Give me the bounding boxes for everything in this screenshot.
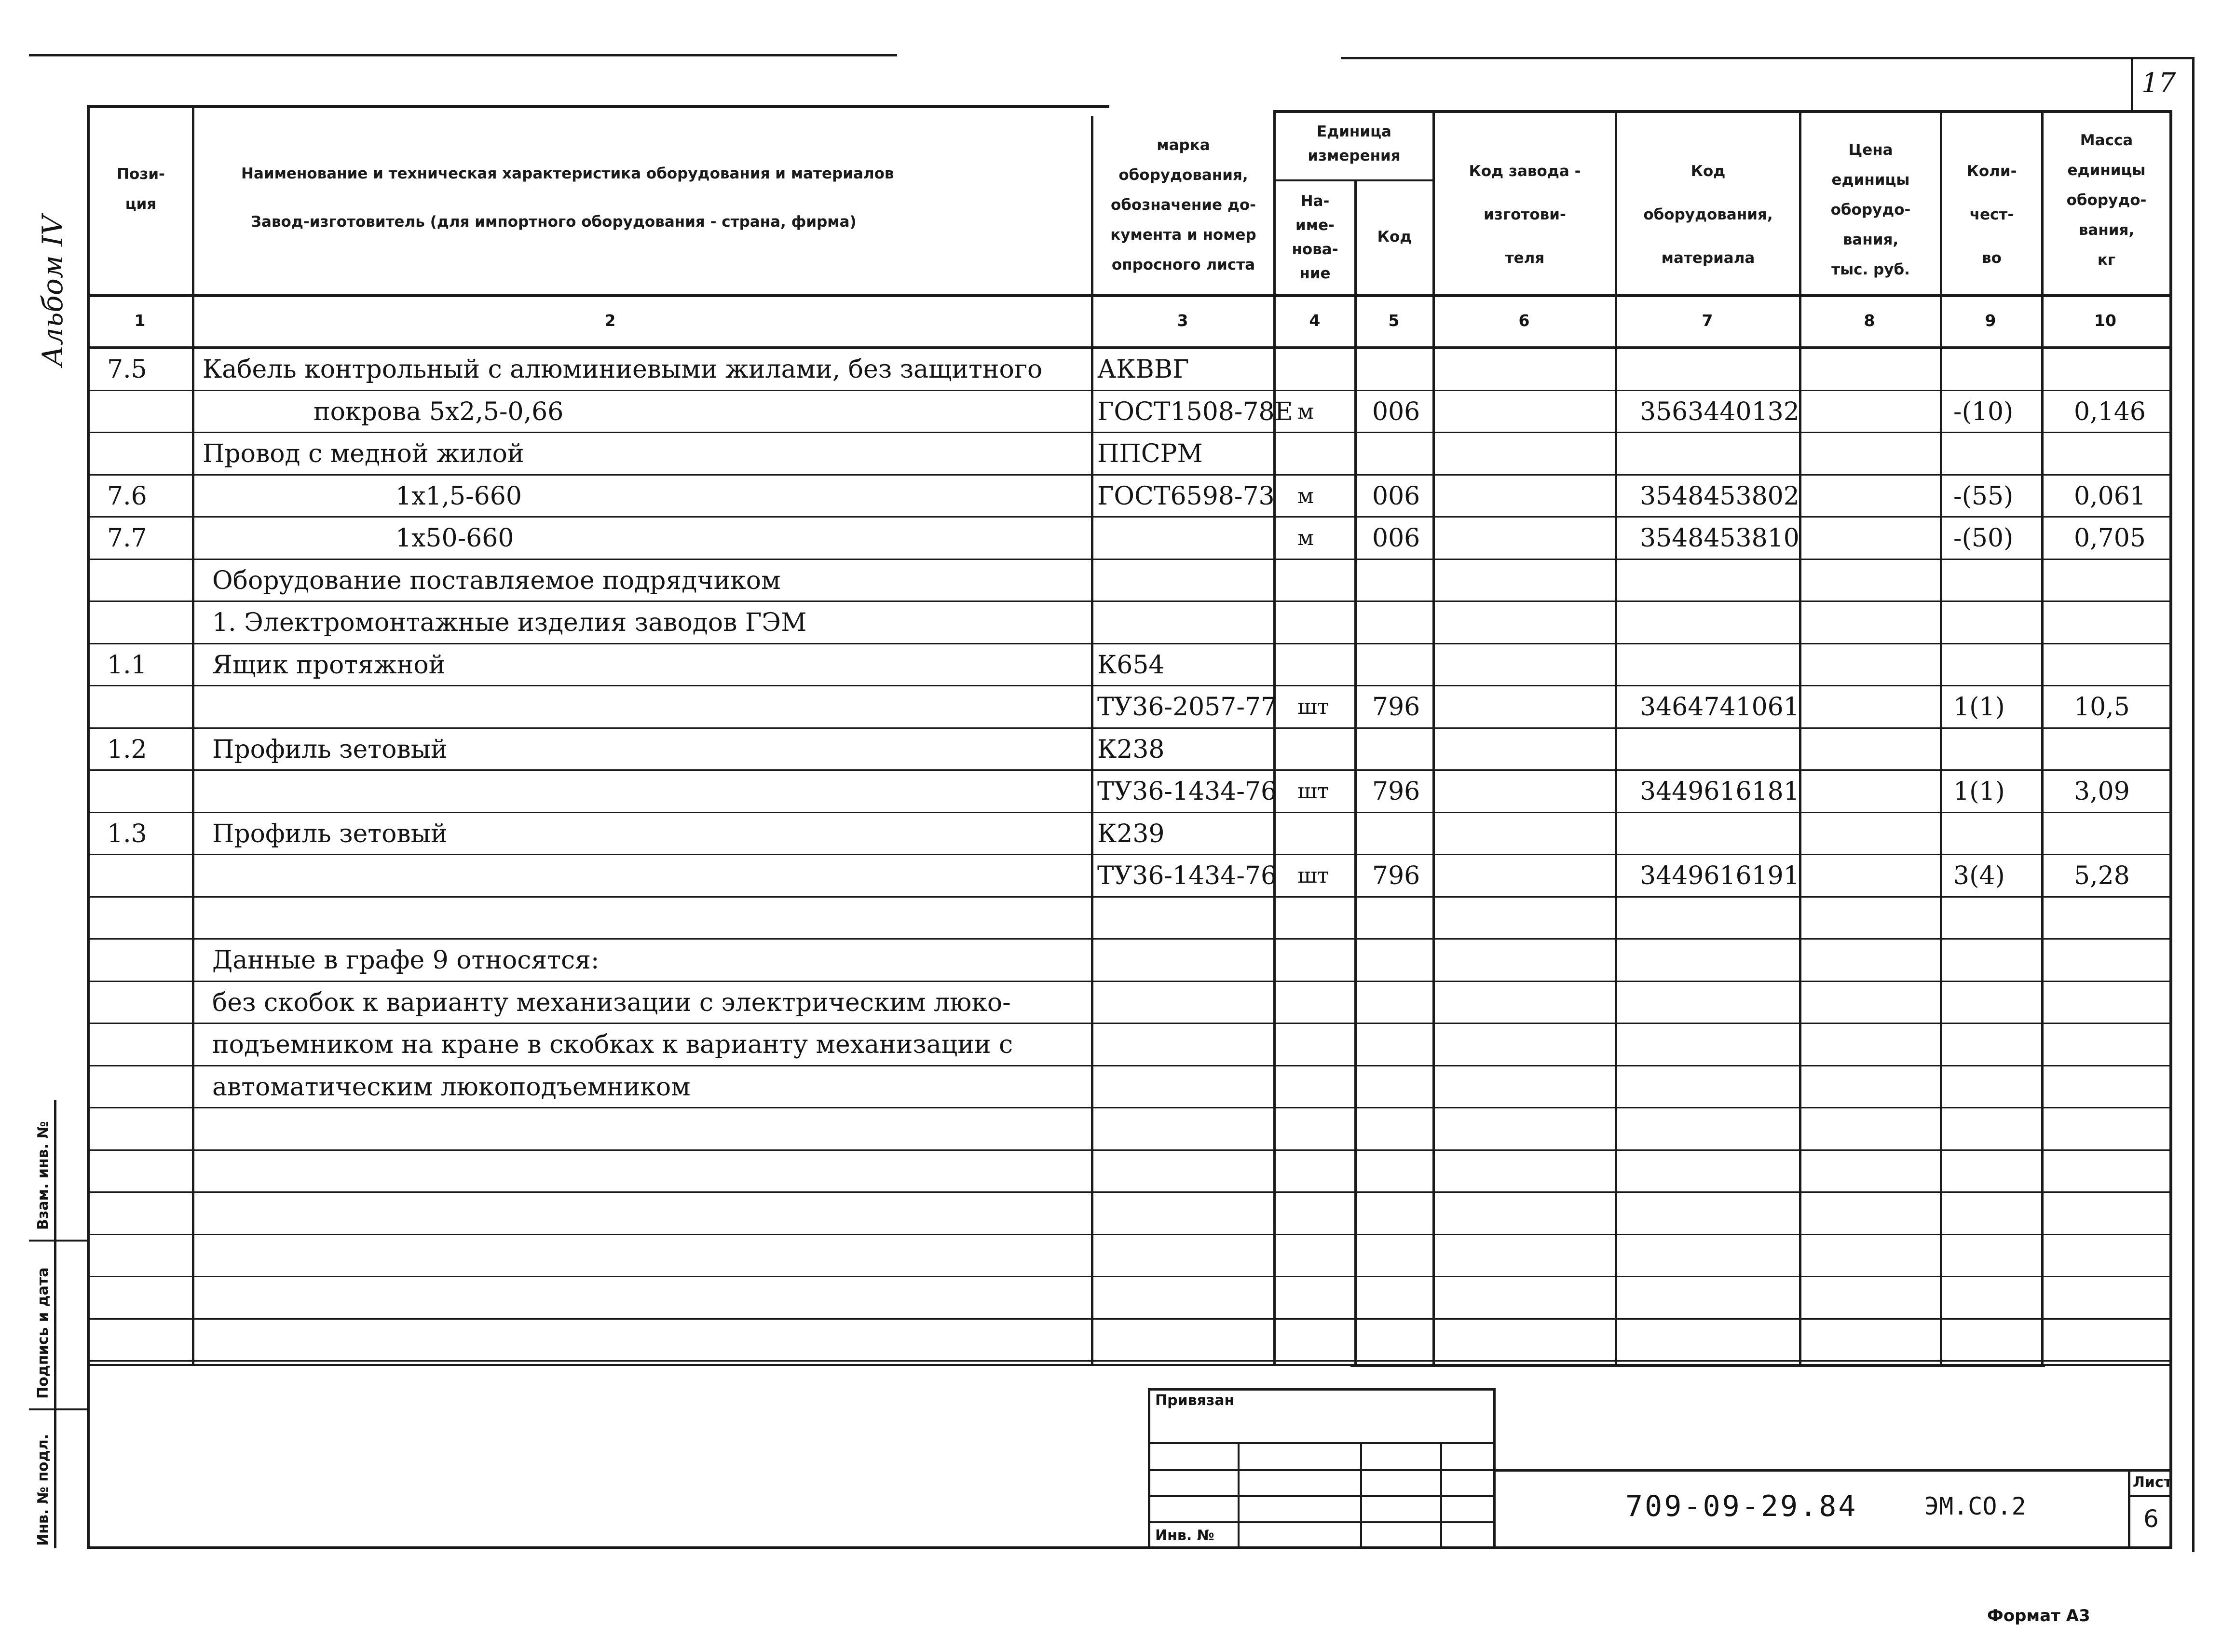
- mark-cell: ТУ36-1434-76: [1097, 777, 1277, 806]
- tb-box-left: [1148, 1388, 1150, 1547]
- colnum-4: 4: [1309, 311, 1321, 330]
- hdr-name: Наименование и техническая характеристика оборудования и материалов Завод-изготовитель (для импортного оборудования - страна, фирма): [241, 165, 894, 231]
- hdr-unit-name: На- име- нова- ние: [1292, 192, 1338, 282]
- mark-cell: К239: [1097, 819, 1165, 848]
- material-code-cell: 3449616191: [1640, 861, 1799, 890]
- row-divider: [87, 1318, 2172, 1320]
- mass-cell: 0,705: [2074, 524, 2146, 553]
- unit-code-cell: 796: [1372, 861, 1420, 890]
- sheet-label: Лист: [2133, 1474, 2172, 1491]
- frame-right: [2169, 110, 2172, 349]
- document-code: 709-09-29.84: [1625, 1489, 1858, 1523]
- format-label: Формат А3: [1987, 1606, 2090, 1625]
- row-divider: [87, 432, 2172, 433]
- corner-box-right: [2192, 57, 2195, 1552]
- position-cell: 1.1: [107, 650, 147, 680]
- stamp-vzam: Взам. инв. №: [35, 1121, 52, 1230]
- colnum-8: 8: [1864, 311, 1875, 330]
- mark-cell: К238: [1097, 735, 1165, 764]
- frame-top-b: [1273, 110, 2170, 113]
- name-cell: Оборудование поставляемое подрядчиком: [212, 566, 781, 595]
- tb-box-row-1: [1148, 1442, 1495, 1444]
- mass-cell: 0,061: [2074, 481, 2146, 511]
- col-line-9: [2041, 110, 2044, 1365]
- row-divider: [87, 1234, 2172, 1235]
- row-divider: [87, 938, 2172, 940]
- name-cell: Данные в графе 9 относятся:: [212, 946, 600, 975]
- mark-cell: ГОСТ1508-78Е: [1097, 397, 1293, 426]
- material-code-cell: 3464741061: [1640, 693, 1799, 722]
- unit-code-cell: 006: [1372, 481, 1420, 511]
- row-divider: [87, 812, 2172, 813]
- hdr-mass: Масса единицы оборудо- вания, кг: [2066, 132, 2147, 269]
- body-right: [2169, 346, 2172, 1548]
- name-cell: Кабель контрольный с алюминиевыми жилами, без защитного: [203, 355, 1043, 384]
- colnum-6: 6: [1518, 311, 1530, 330]
- colnum-7: 7: [1702, 311, 1713, 330]
- unit-code-cell: 796: [1372, 777, 1420, 806]
- hdr-material-code: Код оборудования, материала: [1643, 163, 1773, 267]
- stamp-sep-2: [29, 1408, 89, 1410]
- inv-no-label: Инв. №: [1155, 1527, 1214, 1544]
- material-code-cell: 3548453810: [1640, 524, 1799, 553]
- album-label: Альбом IV: [36, 215, 69, 367]
- mark-cell: ППСРМ: [1097, 439, 1203, 468]
- hdr-unit-code: Код: [1377, 228, 1412, 246]
- col-line-4: [1354, 179, 1357, 1365]
- stamp-right-line: [54, 1100, 56, 1548]
- tb-box-row-3: [1148, 1495, 1495, 1497]
- row-divider: [87, 601, 2172, 602]
- unit-code-cell: 796: [1372, 693, 1420, 722]
- unit-name-cell: м: [1297, 399, 1314, 424]
- row-divider: [87, 769, 2172, 771]
- quantity-cell: 1(1): [1953, 777, 2005, 806]
- sheet-number: 6: [2143, 1505, 2159, 1533]
- stamp-sign-date: Подпись и дата: [35, 1267, 52, 1399]
- colnum-3: 3: [1177, 311, 1188, 330]
- tb-box-col-1: [1238, 1442, 1240, 1547]
- row-divider: [87, 1360, 2172, 1362]
- unit-header-underline: [1273, 179, 1432, 181]
- unit-code-cell: 006: [1372, 397, 1420, 426]
- material-code-cell: 3563440132: [1640, 397, 1799, 426]
- col-line-5: [1432, 110, 1435, 1365]
- row-divider: [87, 643, 2172, 644]
- quantity-cell: -(55): [1953, 481, 2014, 511]
- name-cell: 1х1,5-660: [395, 481, 522, 511]
- material-code-cell: 3548453802: [1640, 481, 1799, 511]
- hdr-quantity: Коли- чест- во: [1966, 163, 2017, 267]
- colnum-9: 9: [1985, 311, 1996, 330]
- stamp-inv-orig: Инв. № подл.: [35, 1434, 52, 1546]
- col-line-6: [1615, 110, 1617, 1365]
- quantity-cell: 1(1): [1953, 693, 2005, 722]
- col-line-2: [1091, 116, 1093, 1365]
- top-rule-right: [1341, 57, 2195, 59]
- row-divider: [87, 474, 2172, 476]
- row-divider: [87, 981, 2172, 982]
- mark-cell: ГОСТ6598-73: [1097, 481, 1275, 511]
- row-divider: [87, 896, 2172, 898]
- mass-cell: 3,09: [2074, 777, 2130, 806]
- row-divider: [87, 854, 2172, 855]
- tb-bottom: [87, 1546, 2172, 1549]
- col-line-8: [1940, 110, 1942, 1365]
- privyazan-label: Привязан: [1155, 1392, 1235, 1409]
- quantity-cell: -(50): [1953, 524, 2014, 553]
- name-cell: подъемником на кране в скобках к варианту механизации с: [212, 1030, 1013, 1059]
- quantity-cell: 3(4): [1953, 861, 2005, 890]
- col-line-1: [192, 106, 194, 1365]
- row-divider: [87, 1065, 2172, 1066]
- col-line-3: [1273, 110, 1276, 1365]
- row-divider: [87, 516, 2172, 518]
- unit-code-cell: 006: [1372, 524, 1420, 553]
- hdr-factory-code: Код завода - изготови- теля: [1469, 163, 1581, 267]
- colnum-10: 10: [2094, 311, 2116, 330]
- name-cell: Ящик протяжной: [212, 650, 446, 680]
- row-divider: [87, 1149, 2172, 1151]
- mass-cell: 0,146: [2074, 397, 2146, 426]
- hdr-mark: марка оборудования, обозначение до- кумента и номер опросного листа: [1110, 137, 1256, 273]
- position-cell: 7.5: [107, 355, 147, 384]
- position-cell: 7.6: [107, 481, 147, 511]
- hdr-price: Цена единицы оборудо- вания, тыс. руб.: [1830, 141, 1911, 278]
- body-bottom: [87, 1364, 2172, 1366]
- mark-cell: АКВВГ: [1097, 355, 1189, 384]
- name-cell: 1. Электромонтажные изделия заводов ГЭМ: [212, 608, 807, 637]
- row-divider: [87, 1107, 2172, 1108]
- sheet-corner-number: 17: [2141, 68, 2176, 99]
- row-divider: [87, 727, 2172, 729]
- tb-box-row-4: [1148, 1521, 1495, 1523]
- quantity-cell: -(10): [1953, 397, 2014, 426]
- mark-cell: ТУ36-2057-77: [1097, 693, 1277, 722]
- name-cell: покрова 5х2,5-0,66: [314, 397, 564, 426]
- material-code-cell: 3449616181: [1640, 777, 1799, 806]
- mass-cell: 10,5: [2074, 693, 2130, 722]
- name-cell: 1х50-660: [395, 524, 514, 553]
- name-cell: автоматическим люкоподъемником: [212, 1072, 691, 1102]
- tb-doc-top: [1495, 1469, 2172, 1472]
- tb-box-right: [1493, 1388, 1496, 1547]
- stamp-sep-1: [29, 1240, 89, 1242]
- position-cell: 7.7: [107, 524, 147, 553]
- unit-name-cell: м: [1297, 483, 1314, 508]
- document-suffix: ЭМ.СО.2: [1924, 1492, 2026, 1520]
- row-divider: [87, 1276, 2172, 1277]
- mark-cell: К654: [1097, 650, 1165, 680]
- hdr-unit: Единица измерения: [1308, 123, 1401, 164]
- frame-top-a: [87, 105, 1109, 108]
- col-line-7: [1799, 110, 1801, 1365]
- top-rule-left: [29, 54, 897, 56]
- unit-name-cell: шт: [1297, 863, 1329, 888]
- tb-box-col-3: [1440, 1442, 1442, 1547]
- row-divider: [87, 1191, 2172, 1193]
- name-cell: Провод с медной жилой: [203, 439, 524, 468]
- mark-cell: ТУ36-1434-76: [1097, 861, 1277, 890]
- position-cell: 1.2: [107, 735, 147, 764]
- row-divider: [87, 1023, 2172, 1024]
- colnum-divider: [87, 346, 2172, 349]
- colnum-5: 5: [1388, 311, 1400, 330]
- hdr-position: Пози- ция: [117, 165, 165, 213]
- row-divider: [87, 559, 2172, 560]
- unit-name-cell: шт: [1297, 779, 1329, 804]
- corner-box-left: [2131, 57, 2133, 112]
- colnum-1: 1: [134, 311, 146, 330]
- tb-sheet-mid: [2128, 1495, 2172, 1497]
- mass-cell: 5,28: [2074, 861, 2130, 890]
- tb-box-row-2: [1148, 1469, 1495, 1471]
- name-cell: Профиль зетовый: [212, 735, 448, 764]
- row-divider: [87, 390, 2172, 391]
- unit-name-cell: м: [1297, 526, 1314, 550]
- name-cell: Профиль зетовый: [212, 819, 448, 848]
- tb-box-top: [1148, 1388, 1495, 1391]
- tb-box-col-2: [1360, 1442, 1362, 1547]
- header-divider: [87, 294, 2172, 297]
- tb-sheet-left: [2128, 1469, 2130, 1547]
- name-cell: без скобок к варианту механизации с электрическим люко-: [212, 988, 1011, 1017]
- unit-name-cell: шт: [1297, 695, 1329, 719]
- colnum-2: 2: [604, 311, 616, 330]
- frame-left: [87, 106, 90, 1548]
- position-cell: 1.3: [107, 819, 147, 848]
- row-divider: [87, 685, 2172, 686]
